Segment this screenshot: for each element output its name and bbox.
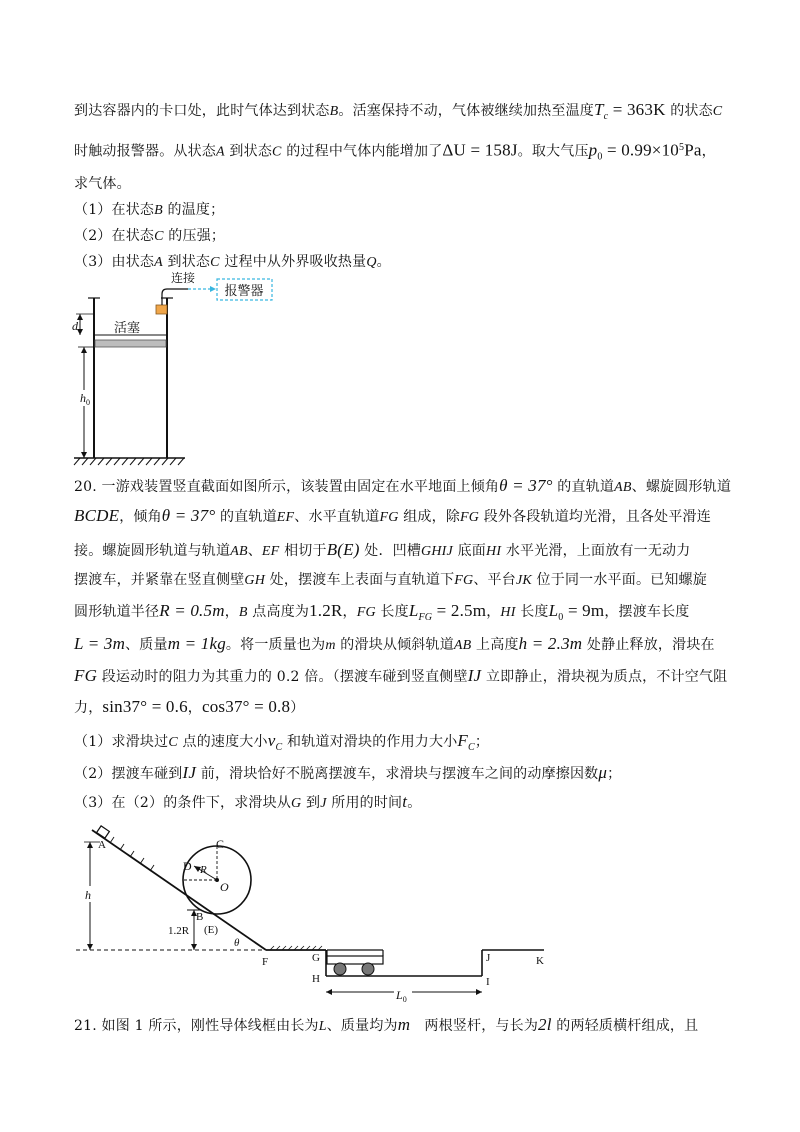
sensor-block bbox=[156, 305, 167, 314]
q19-sub-2: （2）在状态C 的压强； bbox=[74, 228, 226, 244]
q19-line-3: 求气体。 bbox=[74, 176, 131, 192]
label-A: A bbox=[98, 839, 106, 851]
q20-sub-1: （1）求滑块过C 点的速度大小$v_C$ 和轨道对滑块的作用力大小$F_C$； bbox=[74, 731, 490, 753]
q20-line-5: 圆形轨道半径R = 0.5m，B 点高度为1.2R，FG 长度$L_{FG} = 2.5m$，HI 长度$L_0 = 9m$，摆渡车长度 bbox=[74, 601, 690, 623]
alarm-label: 报警器 bbox=[224, 283, 264, 298]
label-theta: θ bbox=[234, 937, 240, 949]
piston-label: 活塞 bbox=[114, 320, 141, 335]
q20-sub-3: （3）在（2）的条件下，求滑块从G 到J 所用的时间t。 bbox=[74, 792, 422, 811]
q20-line-3: 接。螺旋圆形轨道与轨道AB、EF 相切于B(E) 处．凹槽GHIJ 底面HI 水平光滑，上面放有一无动力 bbox=[74, 540, 691, 559]
q19-sub-1: （1）在状态B 的温度； bbox=[74, 202, 225, 218]
q20-line-7: FG 段运动时的阻力为其重力的 0.2 倍。（摆渡车碰到竖直侧壁IJ 立即静止，滑块视为质点，不计空气阻 bbox=[74, 666, 728, 685]
label-R: R bbox=[200, 864, 207, 876]
label-D: D bbox=[183, 859, 192, 873]
q20-sub-2: （2）摆渡车碰到IJ 前，滑块恰好不脱离摆渡车，求滑块与摆渡车之间的动摩擦因数μ； bbox=[74, 763, 622, 782]
q19-line-2: 时触动报警器。从状态A 到状态C 的过程中气体内能增加了ΔU = 158J。取大气压$p_0 = 0.99\times 10^5Pa$， bbox=[74, 140, 716, 163]
q20-figure bbox=[70, 822, 560, 1006]
label-L0: $L_0$ bbox=[396, 988, 407, 1004]
ferry-cart bbox=[327, 950, 383, 975]
q19-sub-3: （3）由状态A 到状态C 过程中从外界吸收热量Q。 bbox=[74, 254, 391, 270]
label-1-2R: 1.2R bbox=[168, 925, 190, 937]
label-H: H bbox=[312, 973, 320, 985]
connect-label: 连接 bbox=[170, 271, 196, 285]
q20-line-8: 力，sin37° = 0.6，cos37° = 0.8） bbox=[74, 697, 305, 716]
d-label: d bbox=[72, 319, 78, 333]
piston bbox=[95, 340, 166, 347]
q19-figure bbox=[70, 268, 300, 468]
label-G: G bbox=[312, 952, 320, 964]
q20-line-4: 摆渡车，并紧靠在竖直侧壁GH 处，摆渡车上表面与直轨道下FG、平台JK 位于同一水平面。已知螺旋 bbox=[74, 572, 707, 588]
label-B: B bbox=[196, 911, 204, 923]
label-h: h bbox=[85, 888, 91, 902]
label-E: (E) bbox=[204, 924, 219, 936]
slider-block bbox=[97, 826, 110, 838]
label-K: K bbox=[536, 955, 544, 967]
label-F: F bbox=[262, 956, 269, 968]
q20-line-6: L = 3m、质量m = 1kg。将一质量也为m 的滑块从倾斜轨道AB 上高度h = 2.3m 处静止释放，滑块在 bbox=[74, 634, 715, 653]
q21-line-1: 21. 如图 1 所示，刚性导体线框由长为L、质量均为m 两根竖杆，与长为2l 的两轻质横杆组成，且 bbox=[74, 1015, 699, 1034]
h0-label: $h_0$ bbox=[80, 391, 90, 407]
q20-line-1: 20. 一游戏装置竖直截面如图所示，该装置由固定在水平地面上倾角θ = 37° 的直轨道AB、螺旋圆形轨道 bbox=[74, 476, 732, 495]
q20-line-2: BCDE，倾角θ = 37° 的直轨道EF、水平直轨道FG 组成，除FG 段外各段轨道均光滑，且各处平滑连 bbox=[74, 506, 711, 525]
label-O: O bbox=[220, 880, 229, 894]
label-J: J bbox=[486, 952, 491, 964]
label-I: I bbox=[486, 976, 490, 988]
label-C: C bbox=[216, 837, 225, 851]
q19-line-1: 到达容器内的卡口处，此时气体达到状态B。活塞保持不动，气体被继续加热至温度$T_c = 363K$ 的状态C bbox=[74, 100, 723, 122]
